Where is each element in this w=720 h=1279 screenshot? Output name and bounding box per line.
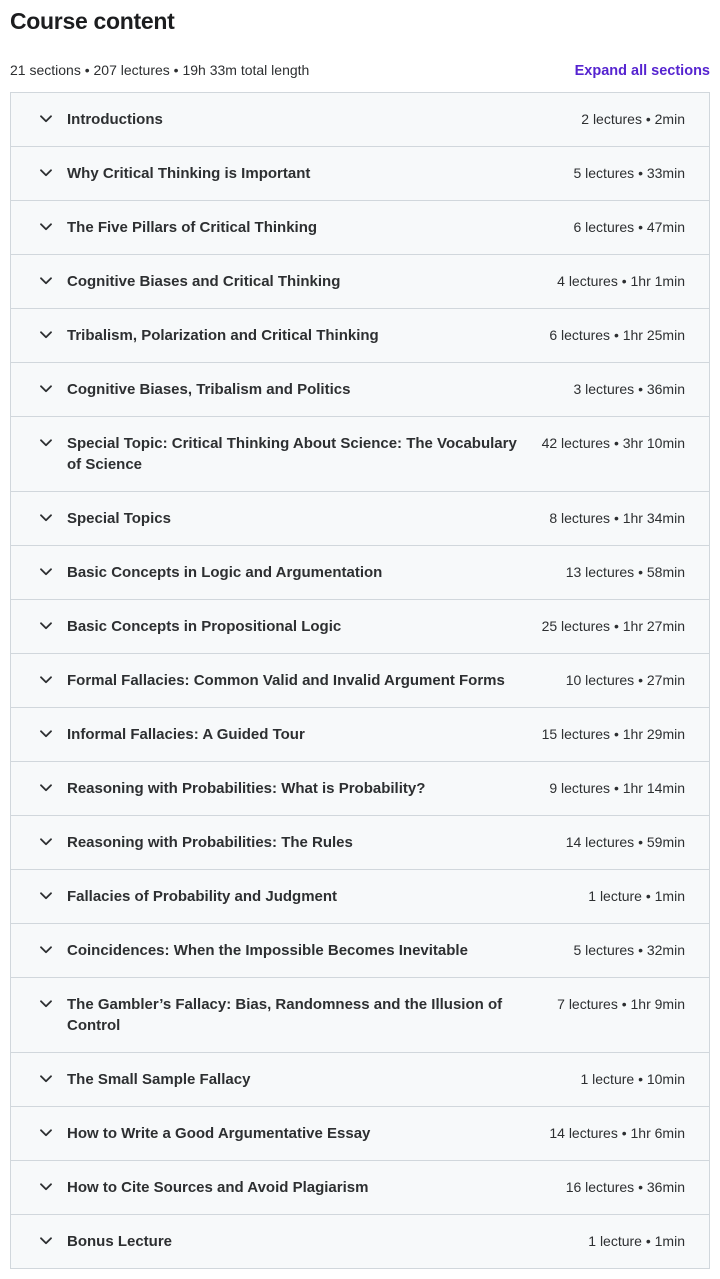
section-meta: 1 lecture • 10min <box>580 1071 685 1087</box>
section-row[interactable] <box>11 147 709 201</box>
section-title: Bonus Lecture <box>67 1233 173 1250</box>
chevron-down-icon <box>39 433 53 453</box>
section-meta: 7 lectures • 1hr 9min <box>557 996 685 1012</box>
section-title: Basic Concepts in Propositional Logic <box>67 618 342 635</box>
section-title: The Gambler’s Fallacy: Bias, Randomness and the Illusion of Control <box>67 996 503 1034</box>
section-title: Special Topic: Critical Thinking About Science: The Vocabulary of Science <box>67 435 517 473</box>
section-meta: 4 lectures • 1hr 1min <box>557 273 685 289</box>
section-meta: 3 lectures • 36min <box>573 381 685 397</box>
section-title: How to Write a Good Argumentative Essay <box>67 1125 371 1142</box>
chevron-down-icon <box>39 670 53 690</box>
section-title: Why Critical Thinking is Important <box>67 165 311 182</box>
section-title: How to Cite Sources and Avoid Plagiarism <box>67 1179 369 1196</box>
section-row[interactable] <box>11 363 709 417</box>
section-title: Tribalism, Polarization and Critical Thinking <box>67 327 379 344</box>
section-meta: 1 lecture • 1min <box>588 888 685 904</box>
section-meta: 25 lectures • 1hr 27min <box>541 618 685 634</box>
section-title: Basic Concepts in Logic and Argumentation <box>67 564 383 581</box>
section-meta: 14 lectures • 1hr 6min <box>549 1125 685 1141</box>
chevron-down-icon <box>39 325 53 345</box>
chevron-down-icon <box>39 163 53 183</box>
section-meta: 14 lectures • 59min <box>565 834 685 850</box>
section-meta: 42 lectures • 3hr 10min <box>541 435 685 451</box>
section-meta: 2 lectures • 2min <box>581 111 685 127</box>
section-row[interactable] <box>11 708 709 762</box>
chevron-down-icon <box>39 940 53 960</box>
chevron-down-icon <box>39 1177 53 1197</box>
chevron-down-icon <box>39 109 53 129</box>
section-meta: 5 lectures • 33min <box>573 165 685 181</box>
chevron-down-icon <box>39 616 53 636</box>
section-row[interactable] <box>11 417 709 492</box>
chevron-down-icon <box>39 994 53 1014</box>
chevron-down-icon <box>39 1123 53 1143</box>
section-row[interactable] <box>11 309 709 363</box>
summary-row <box>10 62 710 79</box>
chevron-down-icon <box>39 217 53 237</box>
section-row[interactable] <box>11 870 709 924</box>
section-meta: 6 lectures • 1hr 25min <box>549 327 685 343</box>
section-row[interactable] <box>11 1107 709 1161</box>
section-row[interactable] <box>11 1053 709 1107</box>
chevron-down-icon <box>39 886 53 906</box>
section-meta: 15 lectures • 1hr 29min <box>541 726 685 742</box>
section-meta: 5 lectures • 32min <box>573 942 685 958</box>
section-row[interactable] <box>11 93 709 147</box>
expand-all-link[interactable]: Expand all sections <box>574 63 710 79</box>
section-meta: 10 lectures • 27min <box>565 672 685 688</box>
section-title: Cognitive Biases, Tribalism and Politics <box>67 381 351 398</box>
section-title: Introductions <box>67 111 163 128</box>
chevron-down-icon <box>39 271 53 291</box>
section-title: The Small Sample Fallacy <box>67 1071 251 1088</box>
section-meta: 1 lecture • 1min <box>588 1233 685 1249</box>
section-title: Informal Fallacies: A Guided Tour <box>67 726 305 743</box>
section-meta: 8 lectures • 1hr 34min <box>549 510 685 526</box>
chevron-down-icon <box>39 508 53 528</box>
section-row[interactable] <box>11 816 709 870</box>
section-row[interactable] <box>11 255 709 309</box>
chevron-down-icon <box>39 379 53 399</box>
chevron-down-icon <box>39 562 53 582</box>
section-row[interactable] <box>11 546 709 600</box>
section-title: Formal Fallacies: Common Valid and Invalid Argument Forms <box>67 672 505 689</box>
section-row[interactable] <box>11 201 709 255</box>
course-summary: 21 sections • 207 lectures • 19h 33m total length <box>10 62 310 78</box>
section-row[interactable] <box>11 924 709 978</box>
section-row[interactable] <box>11 1161 709 1215</box>
section-title: Coincidences: When the Impossible Becomes Inevitable <box>67 942 468 959</box>
chevron-down-icon <box>39 832 53 852</box>
section-title: Fallacies of Probability and Judgment <box>67 888 338 905</box>
section-title: Special Topics <box>67 510 171 527</box>
section-row[interactable] <box>11 600 709 654</box>
section-row[interactable] <box>11 654 709 708</box>
section-title: Cognitive Biases and Critical Thinking <box>67 273 341 290</box>
section-meta: 9 lectures • 1hr 14min <box>549 780 685 796</box>
section-meta: 6 lectures • 47min <box>573 219 685 235</box>
section-title: Reasoning with Probabilities: The Rules <box>67 834 353 851</box>
section-meta: 16 lectures • 36min <box>565 1179 685 1195</box>
chevron-down-icon <box>39 1069 53 1089</box>
chevron-down-icon <box>39 1231 53 1251</box>
section-row[interactable] <box>11 1215 709 1268</box>
section-row[interactable] <box>11 978 709 1053</box>
chevron-down-icon <box>39 778 53 798</box>
section-meta: 13 lectures • 58min <box>565 564 685 580</box>
section-title: The Five Pillars of Critical Thinking <box>67 219 318 236</box>
section-row[interactable] <box>11 492 709 546</box>
chevron-down-icon <box>39 724 53 744</box>
section-row[interactable] <box>11 762 709 816</box>
section-title: Reasoning with Probabilities: What is Probability? <box>67 780 426 797</box>
page-title: Course content <box>10 8 175 34</box>
sections-accordion <box>10 92 710 1269</box>
